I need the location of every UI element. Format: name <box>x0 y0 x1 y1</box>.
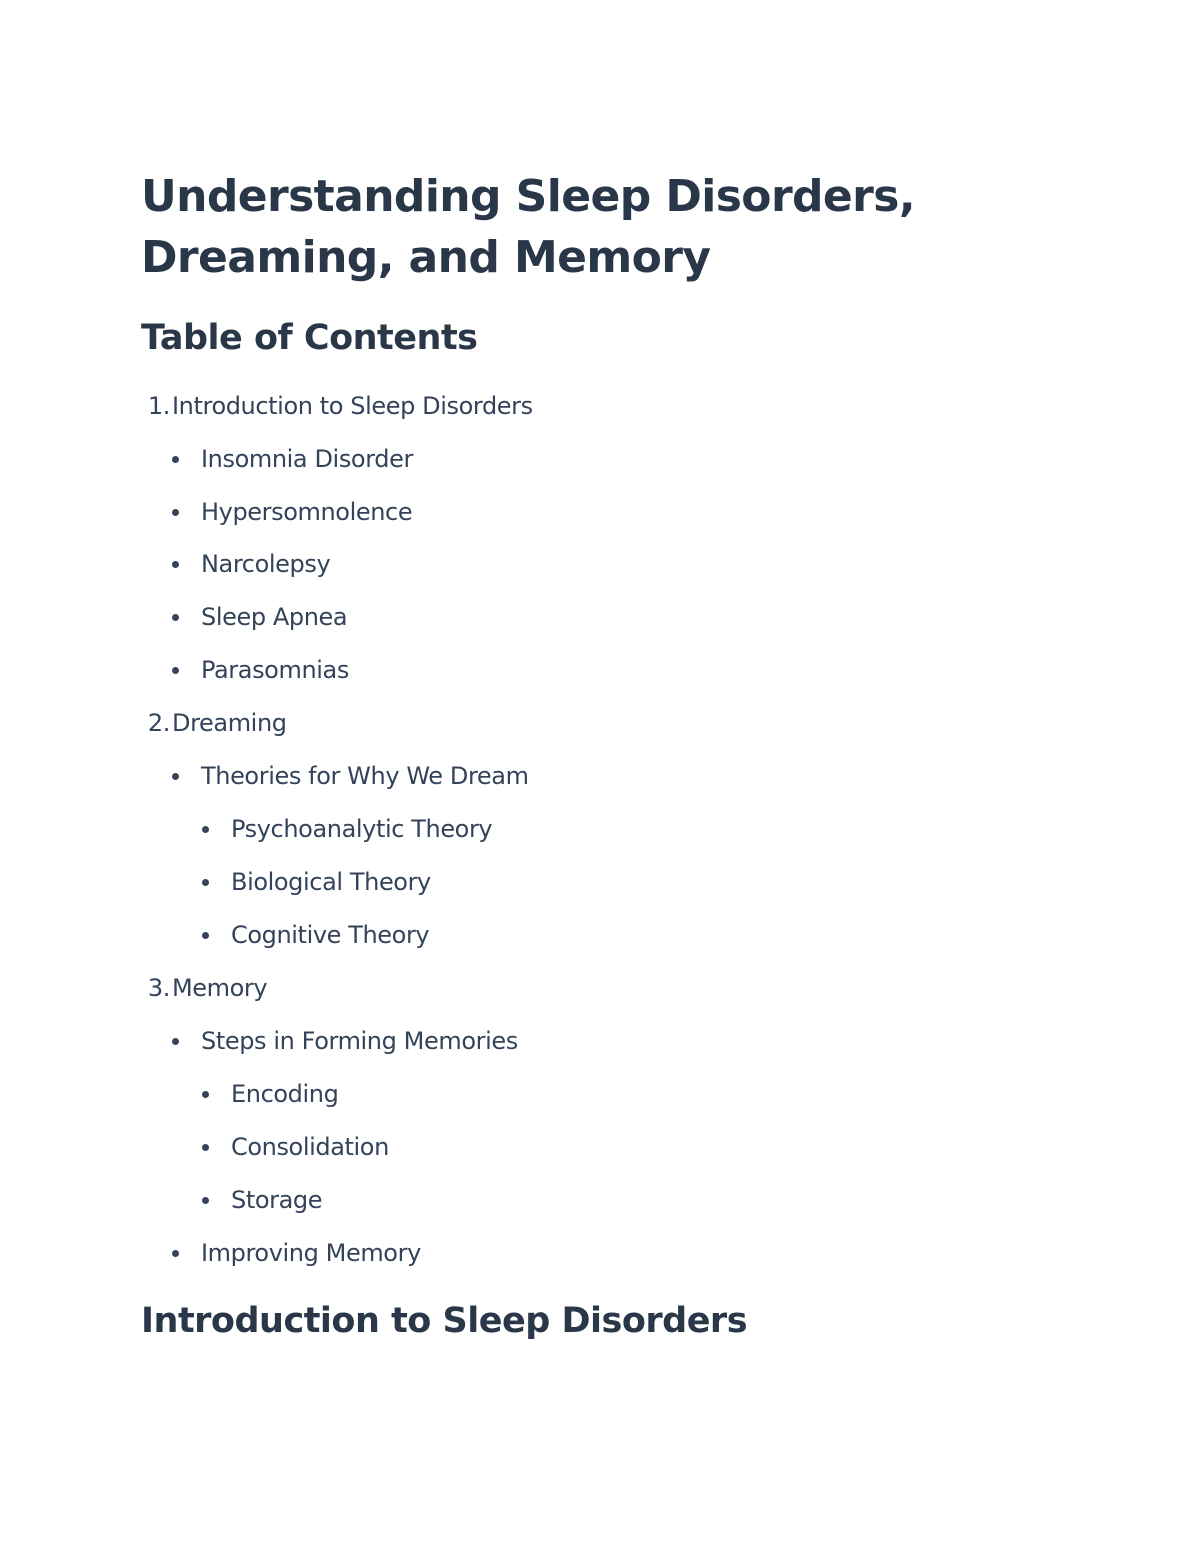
toc-subitem-label: Insomnia Disorder <box>201 445 413 473</box>
bullet-icon <box>172 614 179 621</box>
toc-item-dreaming[interactable] <box>141 706 287 740</box>
toc-subitem-label: Theories for Why We Dream <box>201 762 529 790</box>
bullet-icon <box>202 1197 209 1204</box>
bullet-icon <box>172 561 179 568</box>
section-heading-introduction: Introduction to Sleep Disorders <box>141 1301 748 1341</box>
toc-subitem-label: Cognitive Theory <box>231 921 430 949</box>
toc-subitem-label: Sleep Apnea <box>201 603 348 631</box>
document-title-line-1: Understanding Sleep Disorders, <box>141 171 915 222</box>
toc-item-introduction[interactable] <box>141 389 533 423</box>
toc-subitem-hypersomnolence[interactable] <box>172 495 412 529</box>
bullet-icon <box>172 456 179 463</box>
toc-subitem-sleep-apnea[interactable] <box>172 600 347 634</box>
toc-subitem-label: Encoding <box>231 1080 339 1108</box>
toc-subitem-label: Narcolepsy <box>201 550 331 578</box>
toc-item-label: Dreaming <box>172 709 287 737</box>
toc-item-memory[interactable] <box>141 971 267 1005</box>
toc-subitem-cognitive[interactable] <box>202 918 429 952</box>
bullet-icon <box>172 509 179 516</box>
toc-subitem-label: Steps in Forming Memories <box>201 1027 518 1055</box>
bullet-icon <box>202 1091 209 1098</box>
toc-heading: Table of Contents <box>141 318 478 358</box>
toc-subitem-label: Hypersomnolence <box>201 498 413 526</box>
toc-item-label: Memory <box>172 974 268 1002</box>
bullet-icon <box>172 667 179 674</box>
toc-subitem-improving-memory[interactable] <box>172 1236 421 1270</box>
toc-item-label: Introduction to Sleep Disorders <box>172 392 533 420</box>
toc-subitem-storage[interactable] <box>202 1183 322 1217</box>
toc-subitem-biological[interactable] <box>202 865 431 899</box>
toc-subitem-label: Parasomnias <box>201 656 349 684</box>
toc-subitem-encoding[interactable] <box>202 1077 338 1111</box>
bullet-icon <box>172 773 179 780</box>
toc-subitem-label: Biological Theory <box>231 868 431 896</box>
bullet-icon <box>172 1250 179 1257</box>
toc-subitem-steps[interactable] <box>172 1024 518 1058</box>
toc-subitem-narcolepsy[interactable] <box>172 547 330 581</box>
toc-subitem-label: Consolidation <box>231 1133 389 1161</box>
document-title-line-2: Dreaming, and Memory <box>141 232 711 283</box>
toc-number: 2. <box>147 709 170 737</box>
toc-number: 1. <box>147 392 170 420</box>
toc-subitem-psychoanalytic[interactable] <box>202 812 492 846</box>
toc-subitem-label: Psychoanalytic Theory <box>231 815 493 843</box>
toc-subitem-consolidation[interactable] <box>202 1130 389 1164</box>
toc-subitem-parasomnias[interactable] <box>172 653 349 687</box>
toc-subitem-insomnia[interactable] <box>172 442 413 476</box>
bullet-icon <box>202 826 209 833</box>
bullet-icon <box>202 1144 209 1151</box>
bullet-icon <box>202 879 209 886</box>
toc-subitem-label: Storage <box>231 1186 323 1214</box>
document-title <box>141 166 915 288</box>
toc-subitem-theories[interactable] <box>172 759 529 793</box>
toc-subitem-label: Improving Memory <box>201 1239 421 1267</box>
bullet-icon <box>202 932 209 939</box>
toc-number: 3. <box>147 974 170 1002</box>
bullet-icon <box>172 1038 179 1045</box>
